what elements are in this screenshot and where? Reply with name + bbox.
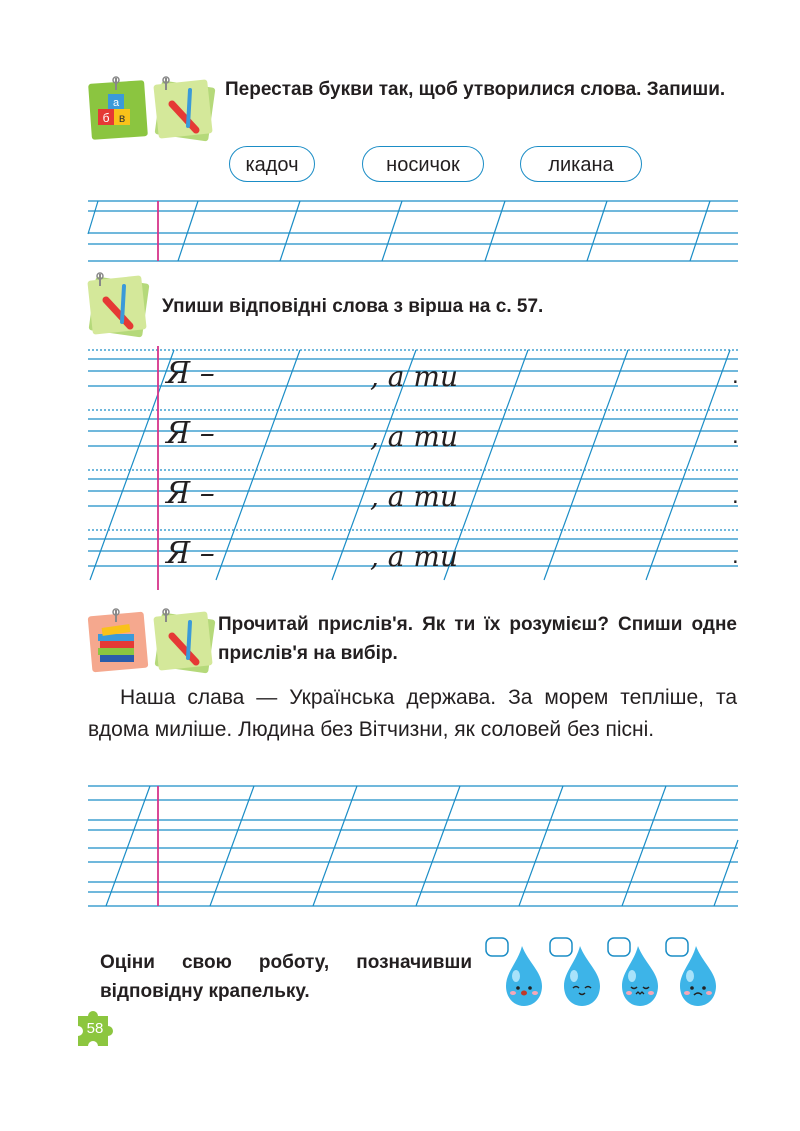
page-number: 58 bbox=[86, 1020, 104, 1037]
drops-group bbox=[484, 936, 734, 1016]
checkbox-icon bbox=[608, 938, 630, 956]
checkbox-icon bbox=[666, 938, 688, 956]
line-middle: , а ти bbox=[370, 360, 458, 393]
task1-icons bbox=[86, 74, 216, 146]
task2-instruction: Упиши відповідні слова з вірша на с. 57. bbox=[162, 296, 544, 317]
block-letter-v: в bbox=[118, 111, 126, 125]
block-letter-b: б bbox=[102, 111, 110, 125]
line-end: . bbox=[732, 542, 739, 569]
line-start: Я – bbox=[166, 356, 215, 391]
smiling-drop[interactable] bbox=[550, 938, 600, 1006]
task3-icons bbox=[86, 606, 216, 678]
abc-blocks-icon bbox=[86, 76, 150, 142]
line-start: Я – bbox=[166, 416, 215, 451]
checkbox-icon bbox=[486, 938, 508, 956]
line-start: Я – bbox=[166, 536, 215, 571]
books-icon bbox=[86, 608, 150, 674]
task1-instruction: Перестав букви так, щоб утворилися слова. Запиши. bbox=[225, 79, 726, 100]
neutral-drop[interactable] bbox=[608, 938, 658, 1006]
pencil-note-icon bbox=[152, 608, 216, 674]
pencil-note-icon bbox=[86, 272, 150, 338]
self-assessment-text: Оціни свою роботу, позначивши відповідну крапельку. bbox=[100, 952, 472, 1002]
line-middle: , а ти bbox=[370, 480, 458, 513]
writing-ruling-task3[interactable] bbox=[0, 780, 800, 910]
line-end: . bbox=[732, 362, 739, 389]
happy-drop[interactable] bbox=[486, 938, 542, 1006]
writing-ruling-task1[interactable] bbox=[0, 196, 800, 276]
word-bubble-2: носичок bbox=[362, 146, 484, 182]
line-end: . bbox=[732, 422, 739, 449]
sad-drop[interactable] bbox=[666, 938, 716, 1006]
line-start: Я – bbox=[166, 476, 215, 511]
block-letter-a: а bbox=[112, 97, 120, 109]
proverbs-text: Наша слава — Українська держава. За морем тепліше, та вдома миліше. Людина без Вітчизни, як соловей без пісні. bbox=[88, 686, 737, 741]
line-middle: , а ти bbox=[370, 420, 458, 453]
word-bubble-3: ликана bbox=[520, 146, 642, 182]
pencil-note-icon bbox=[152, 76, 216, 142]
line-middle: , а ти bbox=[370, 540, 458, 573]
word-bubble-1: кадоч bbox=[229, 146, 315, 182]
checkbox-icon bbox=[550, 938, 572, 956]
task3-instruction: Прочитай прислів'я. Як ти їх розумієш? Спиши одне прислів'я на вибір. bbox=[218, 614, 737, 664]
line-end: . bbox=[732, 482, 739, 509]
